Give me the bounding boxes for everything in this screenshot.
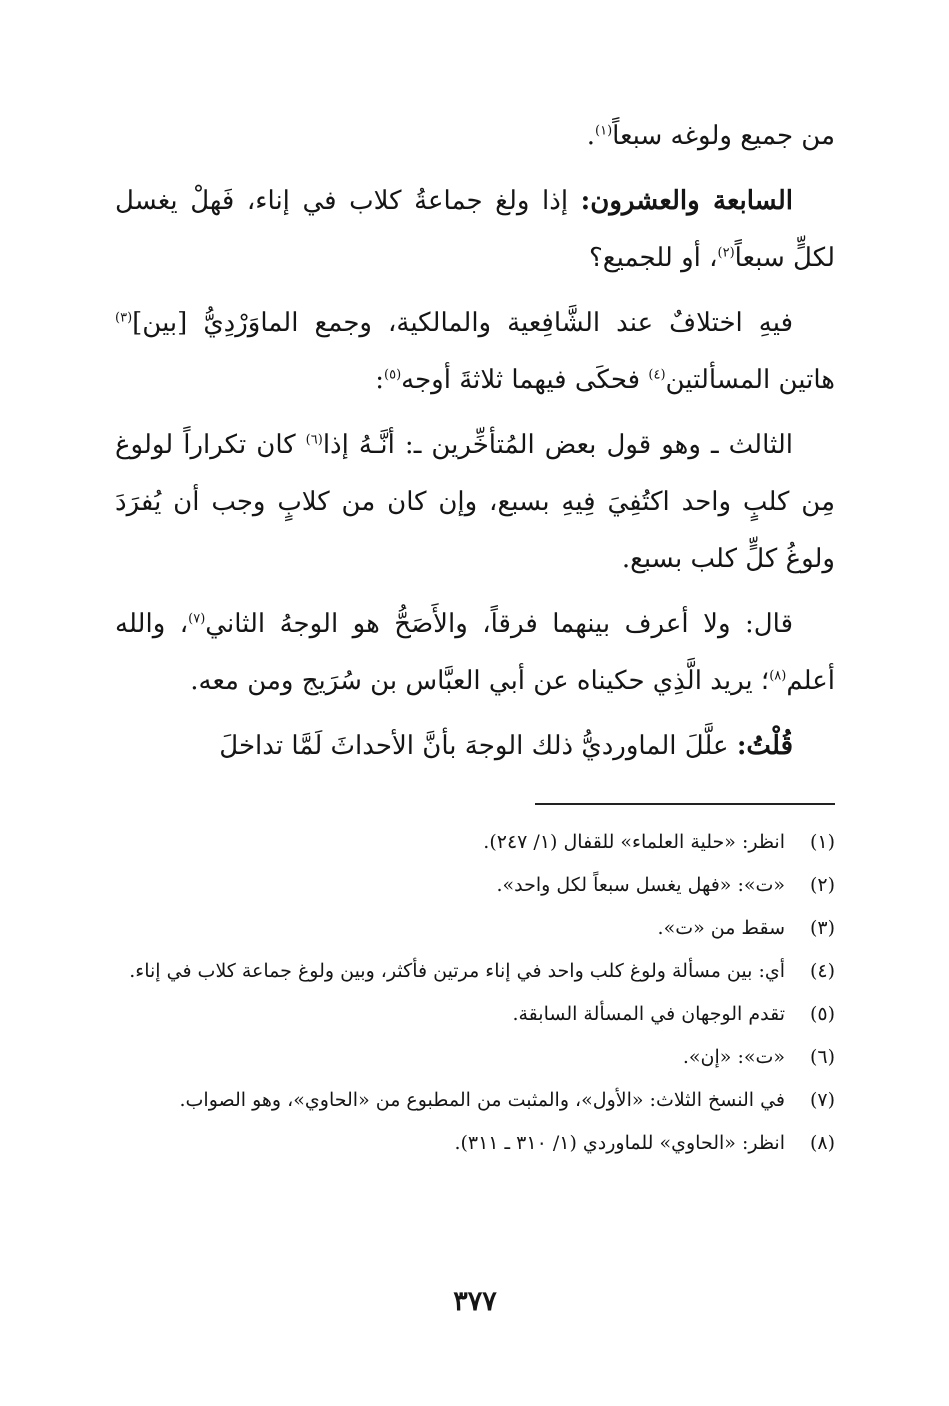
paragraph-text: .	[586, 121, 596, 151]
page-number: ٣٧٧	[453, 1286, 497, 1317]
main-text	[115, 108, 835, 783]
paragraph-5	[115, 596, 835, 710]
paragraph-2	[115, 173, 835, 287]
footnote-text: أي: بين مسألة ولوغ كلب واحد في إناء مرتين فأكثر، وبين ولوغ جماعة كلاب في إناء.	[129, 960, 785, 982]
paragraph-text: فيهِ اختلافٌ عند الشَّافِعية والمالكية، وجمع الماوَرْدِيُّ [بين]	[132, 308, 793, 338]
footnote-ref: (٦)	[305, 432, 323, 448]
footnote	[115, 994, 835, 1034]
paragraph-text: علَّلَ الماورديُّ ذلك الوجهَ بأنَّ الأحداثَ لَمَّا تداخلَ	[219, 731, 737, 761]
paragraph-text: ؛ يريد الَّذِي حكيناه عن أبي العبَّاس بن سُرَيج ومن معه.	[190, 666, 770, 696]
paragraph-text: ، أو للجميع؟	[588, 243, 718, 273]
paragraph-1	[115, 108, 835, 165]
paragraph-text: من جميع ولوغه سبعاً	[612, 121, 835, 151]
footnote-ref: (٣)	[115, 310, 133, 326]
footnote	[115, 1080, 835, 1120]
footnote-number: (٥)	[809, 1003, 835, 1025]
footnote-text: انظر: «الحاوي» للماوردي (١/ ٣١٠ ـ ٣١١).	[454, 1132, 785, 1154]
footnote	[115, 951, 835, 991]
footnotes	[115, 822, 835, 1166]
footnote-ref: (٥)	[384, 367, 402, 383]
footnote	[115, 908, 835, 948]
footnote	[115, 1123, 835, 1163]
footnote	[115, 822, 835, 862]
footnote	[115, 865, 835, 905]
footnote-ref: (١)	[595, 123, 613, 139]
footnote-number: (٢)	[809, 874, 835, 896]
paragraph-text: كان تكراراً لولوغ مِن كلبٍ واحد اكتُفِيَ فِيهِ بسبع، وإن كان من كلابٍ وجب أن يُفرَدَ ولوغُ كلٍّ كلب بسبع.	[115, 430, 835, 574]
note-heading: قُلْتُ:	[736, 731, 793, 761]
paragraph-4	[115, 417, 835, 588]
footnote-number: (٦)	[809, 1046, 835, 1068]
book-page	[115, 0, 835, 1406]
paragraph-text: الثالث ـ وهو قول بعض المُتأخِّرين ـ: أنَّـهُ إذا	[322, 430, 793, 460]
footnote-text: «ت»: «فهل يغسل سبعاً لكل واحد».	[496, 874, 785, 896]
footnote-number: (٤)	[809, 960, 835, 982]
footnote-ref: (٧)	[188, 611, 206, 627]
paragraph-text: هاتين المسألتين	[665, 365, 835, 395]
paragraph-3	[115, 295, 835, 409]
footnote-number: (٧)	[809, 1089, 835, 1111]
paragraph-6	[115, 718, 835, 775]
paragraph-text: ، والله أعلم	[115, 609, 835, 696]
footnote-ref: (٤)	[648, 367, 666, 383]
footnote	[115, 1037, 835, 1077]
paragraph-text: :	[375, 365, 384, 395]
footnote-text: انظر: «حلية العلماء» للقفال (١/ ٢٤٧).	[483, 831, 785, 853]
footnote-text: سقط من «ت».	[657, 917, 785, 939]
paragraph-text: فحكَى فيهما ثلاثةَ أوجه	[401, 365, 649, 395]
footnote-text: تقدم الوجهان في المسألة السابقة.	[512, 1003, 785, 1025]
footnote-ref: (٨)	[769, 668, 787, 684]
issue-heading: السابعة والعشرون:	[580, 186, 793, 216]
footnote-divider	[535, 803, 835, 805]
footnote-text: «ت»: «إن».	[682, 1046, 785, 1068]
footnote-ref: (٢)	[717, 245, 735, 261]
footnote-text: في النسخ الثلاث: «الأول»، والمثبت من المطبوع من «الحاوي»، وهو الصواب.	[179, 1089, 785, 1111]
footnote-number: (٨)	[809, 1132, 835, 1154]
footnote-number: (٣)	[809, 917, 835, 939]
footnote-number: (١)	[809, 831, 835, 853]
paragraph-text: قال: ولا أعرف بينهما فرقاً، والأَصَحُّ هو الوجهُ الثاني	[205, 609, 793, 639]
paragraph-text: إذا ولغ جماعةُ كلاب في إناء، فَهلْ يغسل لكلٍّ سبعاً	[115, 186, 835, 273]
